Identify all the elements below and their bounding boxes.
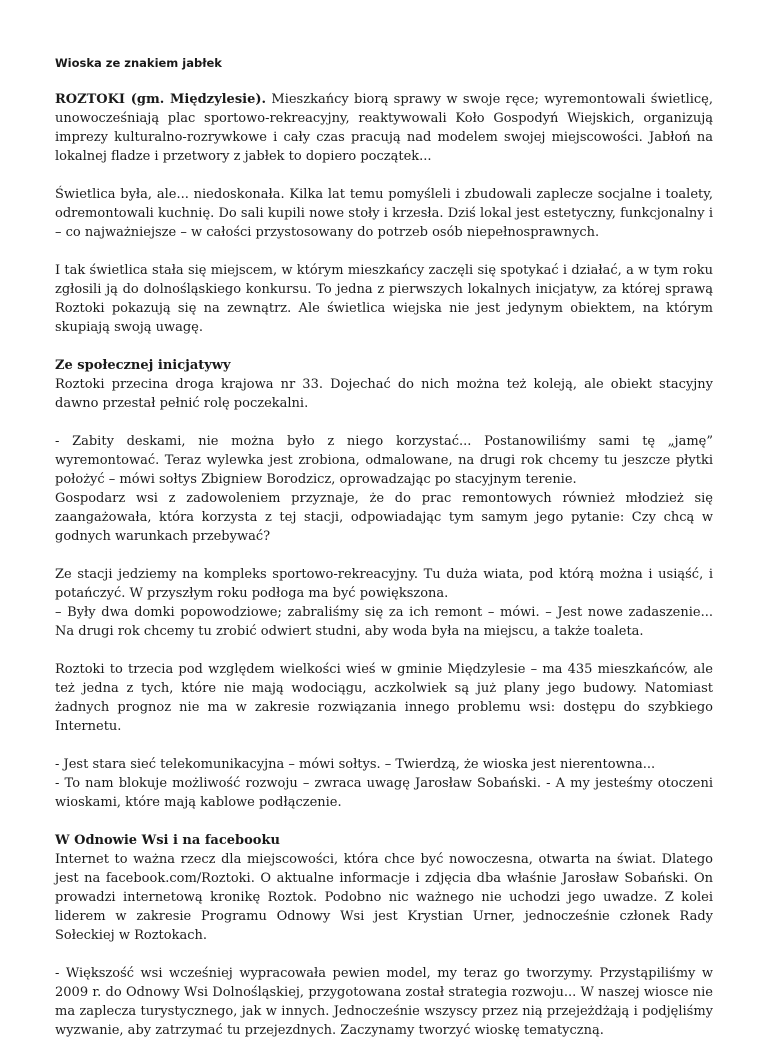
paragraph: - Jest stara sieć telekomunikacyjna – mówi sołtys. – Twierdzą, że wioska jest nierentowna... — [55, 757, 656, 772]
paragraph: Świetlica była, ale... niedoskonała. Kilka lat temu pomyśleli i zbudowali zaplecze socjalne i toalety, odremontowali kuchnię. Do sali kupili nowe stoły i krzesła. Dziś lokal jest estetyczny, funkcjonalny i – co najważniejsze – w całości przystosowany do potrzeb osób niepełnosprawnych. — [55, 187, 713, 240]
paragraph: - To nam blokuje możliwość rozwoju – zwraca uwagę Jarosław Sobański. - A my jesteśmy otoczeni wioskami, które mają kablowe podłączenie. — [55, 776, 713, 810]
paragraph: Roztoki przecina droga krajowa nr 33. Dojechać do nich można też koleją, ale obiekt stacyjny dawno przestał pełnić rolę poczekalni. — [55, 377, 713, 411]
lead-text: Mieszkańcy biorą sprawy w swoje ręce; wyremontowali świetlicę, unowocześniają plac sportowo-rekreacyjny, reaktywowali Koło Gospodyń Wiejskich, organizują imprezy kulturalno-rozrywkowe i cały czas pracują nad modelem swojej miejscowości. Jabłoń na lokalnej fladze i przetwory z jabłek to dopiero początek... — [55, 92, 713, 164]
paragraph: Internet to ważna rzecz dla miejscowości, która chce być nowoczesna, otwarta na świat. Dlatego jest na facebook.com/Roztoki. O aktualne informacje i zdjęcia dba właśnie Jarosław Sobański. On prowadzi internetową kronikę Roztok. Podobno nic ważnego nie uchodzi jego uwadze. Z kolei liderem w zakresie Programu Odnowy Wsi jest Krystian Urner, jednocześnie członek Rady Sołeckiej w Roztokach. — [55, 852, 713, 943]
lead-paragraph — [55, 90, 713, 166]
paragraph: - Większość wsi wcześniej wypracowała pewien model, my teraz go tworzymy. Przystąpiliśmy w 2009 r. do Odnowy Wsi Dolnośląskiej, przygotowana został strategia rozwoju... W naszej wiosce nie ma zaplecza turystycznego, jak w innych. Jednocześnie wszyscy przez nią przejeżdżają i podjęliśmy wyzwanie, aby zatrzymać tu przejezdnych. Zaczynamy tworzyć wioskę tematyczną. — [55, 966, 713, 1038]
paragraph: Gospodarz wsi z zadowoleniem przyznaje, że do prac remontowych również młodzież się zaangażowała, która korzysta z tej stacji, odpowiadając tym samym jego pytanie: Czy chcą w godnych warunkach przebywać? — [55, 491, 713, 544]
section-heading: Ze społecznej inicjatywy — [55, 358, 231, 373]
section-heading: W Odnowie Wsi i na facebooku — [55, 833, 280, 848]
lead-dateline: ROZTOKI (gm. Międzylesie). — [55, 92, 267, 107]
paragraph: Roztoki to trzecia pod względem wielkości wieś w gminie Międzylesie – ma 435 mieszkańców, ale też jedna z tych, które nie mają wodociągu, aczkolwiek są już plany jego budowy. Natomiast żadnych prognoz nie ma w zakresie rozwiązania innego problemu wsi: dostępu do szybkiego Internetu. — [55, 662, 713, 734]
paragraph: - Zabity deskami, nie można było z niego korzystać... Postanowiliśmy sami tę „jamę” wyremontować. Teraz wylewka jest zrobiona, odmalowane, na drugi rok chcemy tu jeszcze płytki położyć – mówi sołtys Zbigniew Borodzicz, oprowadzając po stacyjnym terenie. — [55, 434, 713, 487]
paragraph: Ze stacji jedziemy na kompleks sportowo-rekreacyjny. Tu duża wiata, pod którą można i usiąść, i potańczyć. W przyszłym roku podłoga ma być powiększona. — [55, 567, 713, 601]
paragraph: I tak świetlica stała się miejscem, w którym mieszkańcy zaczęli się spotykać i działać, a w tym roku zgłosili ją do dolnośląskiego konkursu. To jedna z pierwszych lokalnych inicjatyw, za której sprawą Roztoki pokazują się na zewnątrz. Ale świetlica wiejska nie jest jedynym obiektem, na którym skupiają swoją uwagę. — [55, 263, 713, 335]
document-title: Wioska ze znakiem jabłek — [55, 56, 222, 70]
article-body — [55, 90, 713, 1059]
paragraph: – Były dwa domki popowodziowe; zabraliśmy się za ich remont – mówi. – Jest nowe zadaszenie... Na drugi rok chcemy tu zrobić odwiert studni, aby woda była na miejscu, a także toaleta. — [55, 605, 713, 639]
